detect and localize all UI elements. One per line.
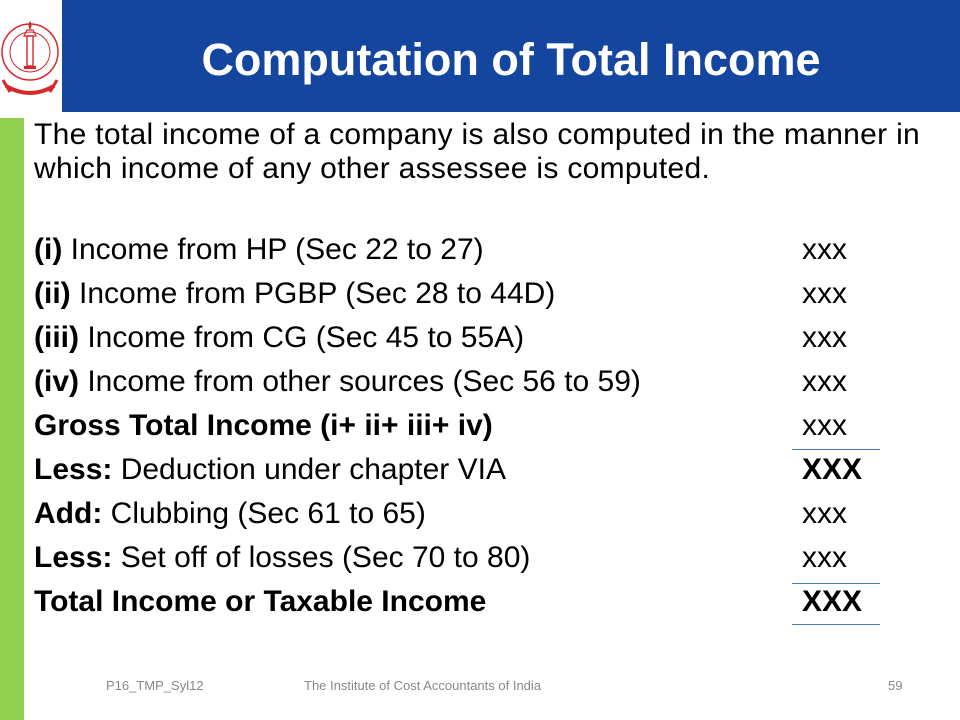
clubbing-row — [34, 494, 934, 534]
income-row-pgbp — [34, 274, 934, 314]
footer-page-number: 59 — [888, 678, 903, 693]
row-label-bold: (i) — [34, 233, 63, 266]
deduction-row — [34, 450, 934, 490]
set-off-losses-row — [34, 538, 934, 578]
row-label-text: Income from other sources (Sec 56 to 59) — [79, 365, 641, 398]
row-amount: XXX — [802, 585, 863, 618]
row-amount: xxx — [802, 321, 847, 354]
row-label-text: Income from CG (Sec 45 to 55A) — [79, 321, 525, 354]
row-amount: xxx — [802, 233, 847, 266]
row-amount: xxx — [802, 541, 847, 574]
income-row-other-sources — [34, 362, 934, 402]
slide-title: Computation of Total Income — [201, 34, 821, 85]
footer-organization: The Institute of Cost Accountants of India — [304, 678, 542, 693]
total-income-row — [34, 582, 934, 622]
row-amount: XXX — [802, 453, 863, 486]
income-row-hp — [34, 230, 934, 270]
footer-course-code: P16_TMP_Syl12 — [106, 678, 204, 693]
row-amount: xxx — [802, 409, 847, 442]
total-rule — [792, 624, 880, 625]
row-label-bold: (ii) — [34, 277, 71, 310]
row-label-bold: (iv) — [34, 365, 79, 398]
row-label-bold: Add: — [34, 497, 103, 530]
logo-area — [0, 0, 62, 112]
accent-bar — [0, 118, 24, 720]
row-label-text: Income from PGBP (Sec 28 to 44D) — [70, 277, 556, 310]
row-label-bold: (iii) — [34, 321, 79, 354]
row-label-text: Clubbing (Sec 61 to 65) — [102, 497, 426, 530]
income-row-cg — [34, 318, 934, 358]
intro-paragraph: The total income of a company is also computed in the manner in which income of any other assessee is computed. — [34, 118, 921, 185]
row-label-text: Set off of losses (Sec 70 to 80) — [112, 541, 531, 574]
row-amount: xxx — [802, 277, 847, 310]
row-label-bold: Total Income or Taxable Income — [34, 585, 487, 618]
row-label-text: Deduction under chapter VIA — [112, 453, 506, 486]
row-amount: xxx — [802, 365, 847, 398]
row-label-bold: Less: — [34, 541, 113, 574]
institute-seal-logo-icon — [0, 0, 60, 112]
row-amount: xxx — [802, 497, 847, 530]
row-label-bold: Less: — [34, 453, 113, 486]
row-label-bold: Gross Total Income (i+ ii+ iii+ iv) — [34, 409, 493, 442]
row-label-text: Income from HP (Sec 22 to 27) — [62, 233, 484, 266]
gross-total-income-row — [34, 406, 934, 446]
